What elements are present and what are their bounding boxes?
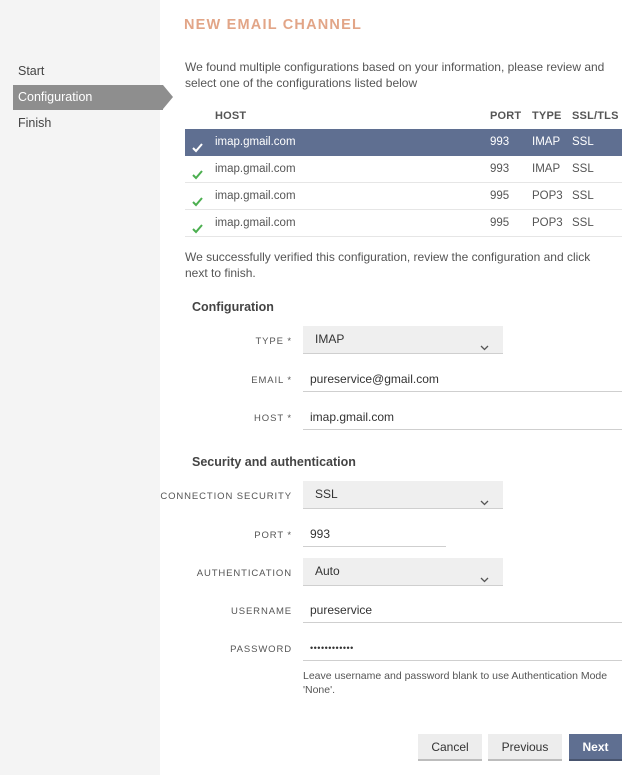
step-finish[interactable]: Finish <box>18 116 52 130</box>
step-start[interactable]: Start <box>18 64 45 78</box>
intro-text: We found multiple configurations based on your information, please review and select one of the configurations listed below <box>185 60 605 90</box>
wizard-sidebar <box>0 0 160 775</box>
check-icon <box>192 218 203 229</box>
auth-hint-text: Leave username and password blank to use Authentication Mode 'None'. <box>303 670 608 696</box>
username-label: USERNAME <box>230 606 292 617</box>
verify-text: We successfully verified this configuration, review the configuration and click next to finish. <box>185 250 591 280</box>
cancel-button[interactable]: Cancel <box>418 734 482 761</box>
row-type: POP3 <box>532 190 563 202</box>
connection-security-select[interactable] <box>303 481 503 509</box>
chevron-down-icon <box>480 335 489 344</box>
password-label: PASSWORD <box>230 644 292 655</box>
row-host: imap.gmail.com <box>215 190 296 202</box>
row-ssl: SSL <box>572 190 594 202</box>
configuration-heading: Configuration <box>192 300 274 314</box>
next-button[interactable]: Next <box>569 734 622 761</box>
col-ssl-header: SSL/TLS <box>572 110 619 122</box>
connection-security-value: SSL <box>315 487 338 501</box>
row-port: 995 <box>490 190 510 202</box>
email-field[interactable]: pureservice@gmail.com <box>303 366 622 392</box>
authentication-select[interactable] <box>303 558 503 586</box>
row-port: 993 <box>490 163 510 175</box>
config-row[interactable] <box>185 183 622 210</box>
chevron-down-icon <box>480 567 489 576</box>
check-icon <box>192 164 203 175</box>
chevron-down-icon <box>480 490 489 499</box>
config-row-selected[interactable] <box>185 129 622 156</box>
type-select-value: IMAP <box>315 332 345 346</box>
username-field[interactable]: pureservice <box>303 597 622 623</box>
row-ssl: SSL <box>572 163 594 175</box>
row-host: imap.gmail.com <box>215 136 296 148</box>
security-heading: Security and authentication <box>192 455 356 469</box>
host-field[interactable]: imap.gmail.com <box>303 404 622 430</box>
row-ssl: SSL <box>572 217 594 229</box>
authentication-label: AUTHENTICATION <box>196 568 292 579</box>
password-field[interactable]: •••••••••••• <box>303 635 622 661</box>
col-port-header: PORT <box>490 110 522 122</box>
port-label: PORT * <box>254 530 292 541</box>
wizard-content <box>160 0 635 775</box>
type-label: TYPE * <box>255 336 292 347</box>
connection-security-label: CONNECTION SECURITY <box>160 491 292 502</box>
check-icon <box>192 191 203 202</box>
authentication-value: Auto <box>315 564 340 578</box>
row-ssl: SSL <box>572 136 594 148</box>
page-title: NEW EMAIL CHANNEL <box>184 17 363 33</box>
type-select[interactable] <box>303 326 503 354</box>
config-row[interactable] <box>185 156 622 183</box>
row-port: 995 <box>490 217 510 229</box>
row-type: POP3 <box>532 217 563 229</box>
host-label: HOST * <box>254 413 292 424</box>
port-field[interactable]: 993 <box>303 521 446 547</box>
row-port: 993 <box>490 136 510 148</box>
previous-button[interactable]: Previous <box>488 734 562 761</box>
email-label: EMAIL * <box>251 375 292 386</box>
row-host: imap.gmail.com <box>215 163 296 175</box>
row-type: IMAP <box>532 163 561 175</box>
config-row[interactable] <box>185 210 622 237</box>
step-configuration[interactable]: Configuration <box>13 85 163 110</box>
check-icon <box>192 137 203 148</box>
col-type-header: TYPE <box>532 110 562 122</box>
row-type: IMAP <box>532 136 561 148</box>
row-host: imap.gmail.com <box>215 217 296 229</box>
col-host-header: HOST <box>215 110 247 122</box>
